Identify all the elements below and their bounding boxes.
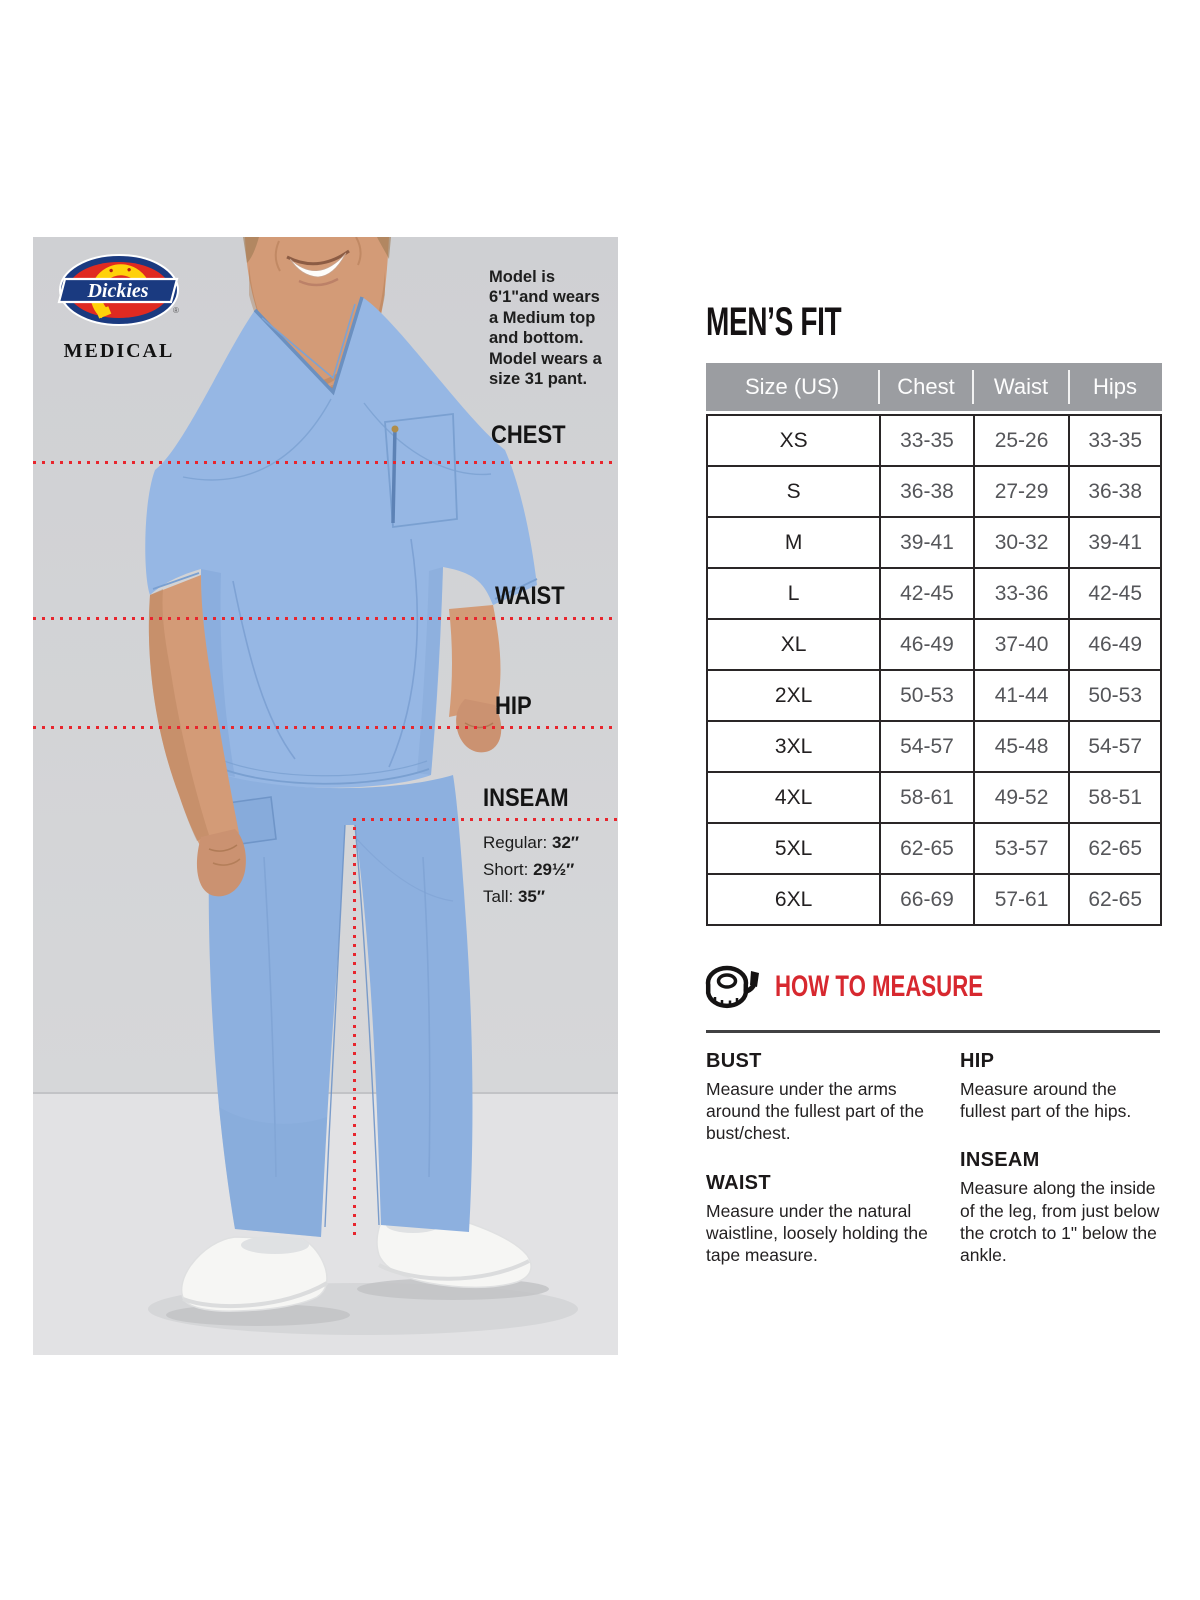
- measurement-cell: 33-35: [1069, 415, 1161, 466]
- measurement-cell: 66-69: [880, 874, 974, 925]
- size-cell: 4XL: [707, 772, 880, 823]
- column-header: Chest: [878, 370, 972, 404]
- page-title: MEN’S FIT: [706, 300, 842, 344]
- measurement-cell: 30-32: [974, 517, 1070, 568]
- how-to-measure-title: HOW TO MEASURE: [775, 970, 984, 1003]
- column-header: Size (US): [744, 374, 840, 399]
- inseam-option: [483, 856, 579, 883]
- size-cell: 2XL: [707, 670, 880, 721]
- measurement-cell: 37-40: [974, 619, 1070, 670]
- chest-dotted-line: [33, 461, 618, 464]
- measure-section-text: Measure around the fullest part of the hips.: [960, 1079, 1132, 1122]
- inseam-option: [483, 829, 579, 856]
- measurement-cell: 39-41: [880, 517, 974, 568]
- measurement-cell: 42-45: [1069, 568, 1161, 619]
- table-row: [707, 772, 1161, 823]
- measure-section: [960, 1050, 1166, 1122]
- measurement-cell: 53-57: [974, 823, 1070, 874]
- hip-label: HIP: [495, 692, 532, 720]
- waist-dotted-line: [33, 617, 618, 620]
- chest-label: CHEST: [491, 421, 566, 449]
- inseam-dotted-line: [353, 818, 618, 821]
- size-cell: 3XL: [707, 721, 880, 772]
- inseam-vertical-dotted-line: [353, 818, 356, 1240]
- measure-section-text: Measure under the arms around the fullest part of the bust/chest.: [706, 1079, 924, 1144]
- size-cell: 5XL: [707, 823, 880, 874]
- inseam-option-value: 35″: [517, 887, 546, 906]
- measurement-cell: 62-65: [1069, 823, 1161, 874]
- measurement-cell: 25-26: [974, 415, 1070, 466]
- tape-measure-icon: [704, 964, 762, 1010]
- table-row: [707, 874, 1161, 925]
- measurement-cell: 58-51: [1069, 772, 1161, 823]
- inseam-option-label: Tall:: [483, 887, 518, 906]
- table-row: [707, 517, 1161, 568]
- measure-column-left: [706, 1050, 954, 1293]
- brand-logo: [57, 253, 181, 363]
- brand-name-text: Dickies: [87, 280, 149, 302]
- measurement-cell: 50-53: [1069, 670, 1161, 721]
- table-row: [707, 721, 1161, 772]
- measurement-cell: 33-36: [974, 568, 1070, 619]
- inseam-option-value: 32″: [551, 833, 580, 852]
- inseam-option-label: Short:: [483, 860, 534, 879]
- inseam-option-label: Regular:: [483, 833, 552, 852]
- measure-section: [706, 1172, 954, 1267]
- size-table-body: [706, 414, 1162, 926]
- measurement-cell: 62-65: [1069, 874, 1161, 925]
- column-header: Hips: [1068, 370, 1160, 404]
- measurement-cell: 36-38: [1069, 466, 1161, 517]
- table-row: [707, 568, 1161, 619]
- measurement-cell: 62-65: [880, 823, 974, 874]
- size-cell: XS: [707, 415, 880, 466]
- measure-column-right: [960, 1050, 1166, 1293]
- table-row: [707, 823, 1161, 874]
- dickies-logo-icon: [57, 253, 181, 329]
- how-to-measure-heading: [704, 964, 1056, 1010]
- measurement-cell: 39-41: [1069, 517, 1161, 568]
- hip-dotted-line: [33, 726, 618, 729]
- model-photo: [33, 237, 618, 1355]
- table-row: [707, 466, 1161, 517]
- size-cell: M: [707, 517, 880, 568]
- measure-section: [960, 1149, 1166, 1266]
- table-row: [707, 415, 1161, 466]
- measurement-cell: 54-57: [1069, 721, 1161, 772]
- measurement-cell: 58-61: [880, 772, 974, 823]
- measurement-cell: 50-53: [880, 670, 974, 721]
- measure-section-text: Measure along the inside of the leg, from just below the crotch to 1" below the ankle.: [960, 1178, 1160, 1266]
- measurement-cell: 46-49: [880, 619, 974, 670]
- inseam-option-value: 29½″: [533, 860, 575, 879]
- measure-section-title: BUST: [706, 1050, 762, 1072]
- table-row: [707, 670, 1161, 721]
- registered-mark: ®: [173, 306, 179, 315]
- measure-section-text: Measure under the natural waistline, loosely holding the tape measure.: [706, 1200, 928, 1266]
- inseam-option: [483, 883, 579, 910]
- table-row: [707, 619, 1161, 670]
- size-table: [706, 363, 1162, 926]
- measure-section: [706, 1050, 954, 1145]
- measurement-cell: 57-61: [974, 874, 1070, 925]
- size-cell: S: [707, 466, 880, 517]
- measurement-cell: 46-49: [1069, 619, 1161, 670]
- measurement-cell: 41-44: [974, 670, 1070, 721]
- measurement-cell: 42-45: [880, 568, 974, 619]
- column-header: Waist: [972, 370, 1068, 404]
- size-cell: L: [707, 568, 880, 619]
- size-cell: XL: [707, 619, 880, 670]
- measurement-cell: 27-29: [974, 466, 1070, 517]
- measurement-cell: 33-35: [880, 415, 974, 466]
- brand-division-label: MEDICAL: [63, 340, 175, 362]
- measurement-cell: 45-48: [974, 721, 1070, 772]
- measure-section-title: INSEAM: [960, 1149, 1040, 1172]
- measurement-cell: 54-57: [880, 721, 974, 772]
- inseam-label: INSEAM: [483, 784, 569, 812]
- measurement-cell: 49-52: [974, 772, 1070, 823]
- section-divider: [706, 1030, 1160, 1033]
- waist-label: WAIST: [495, 582, 565, 610]
- size-table-header: [706, 363, 1162, 411]
- inseam-options: [483, 829, 579, 910]
- measure-section-title: HIP: [960, 1050, 995, 1072]
- size-cell: 6XL: [707, 874, 880, 925]
- measure-section-title: WAIST: [706, 1171, 771, 1194]
- measurement-cell: 36-38: [880, 466, 974, 517]
- model-note: Model is 6'1"and wears a Medium top and bottom. Model wears a size 31 pant.: [489, 268, 602, 389]
